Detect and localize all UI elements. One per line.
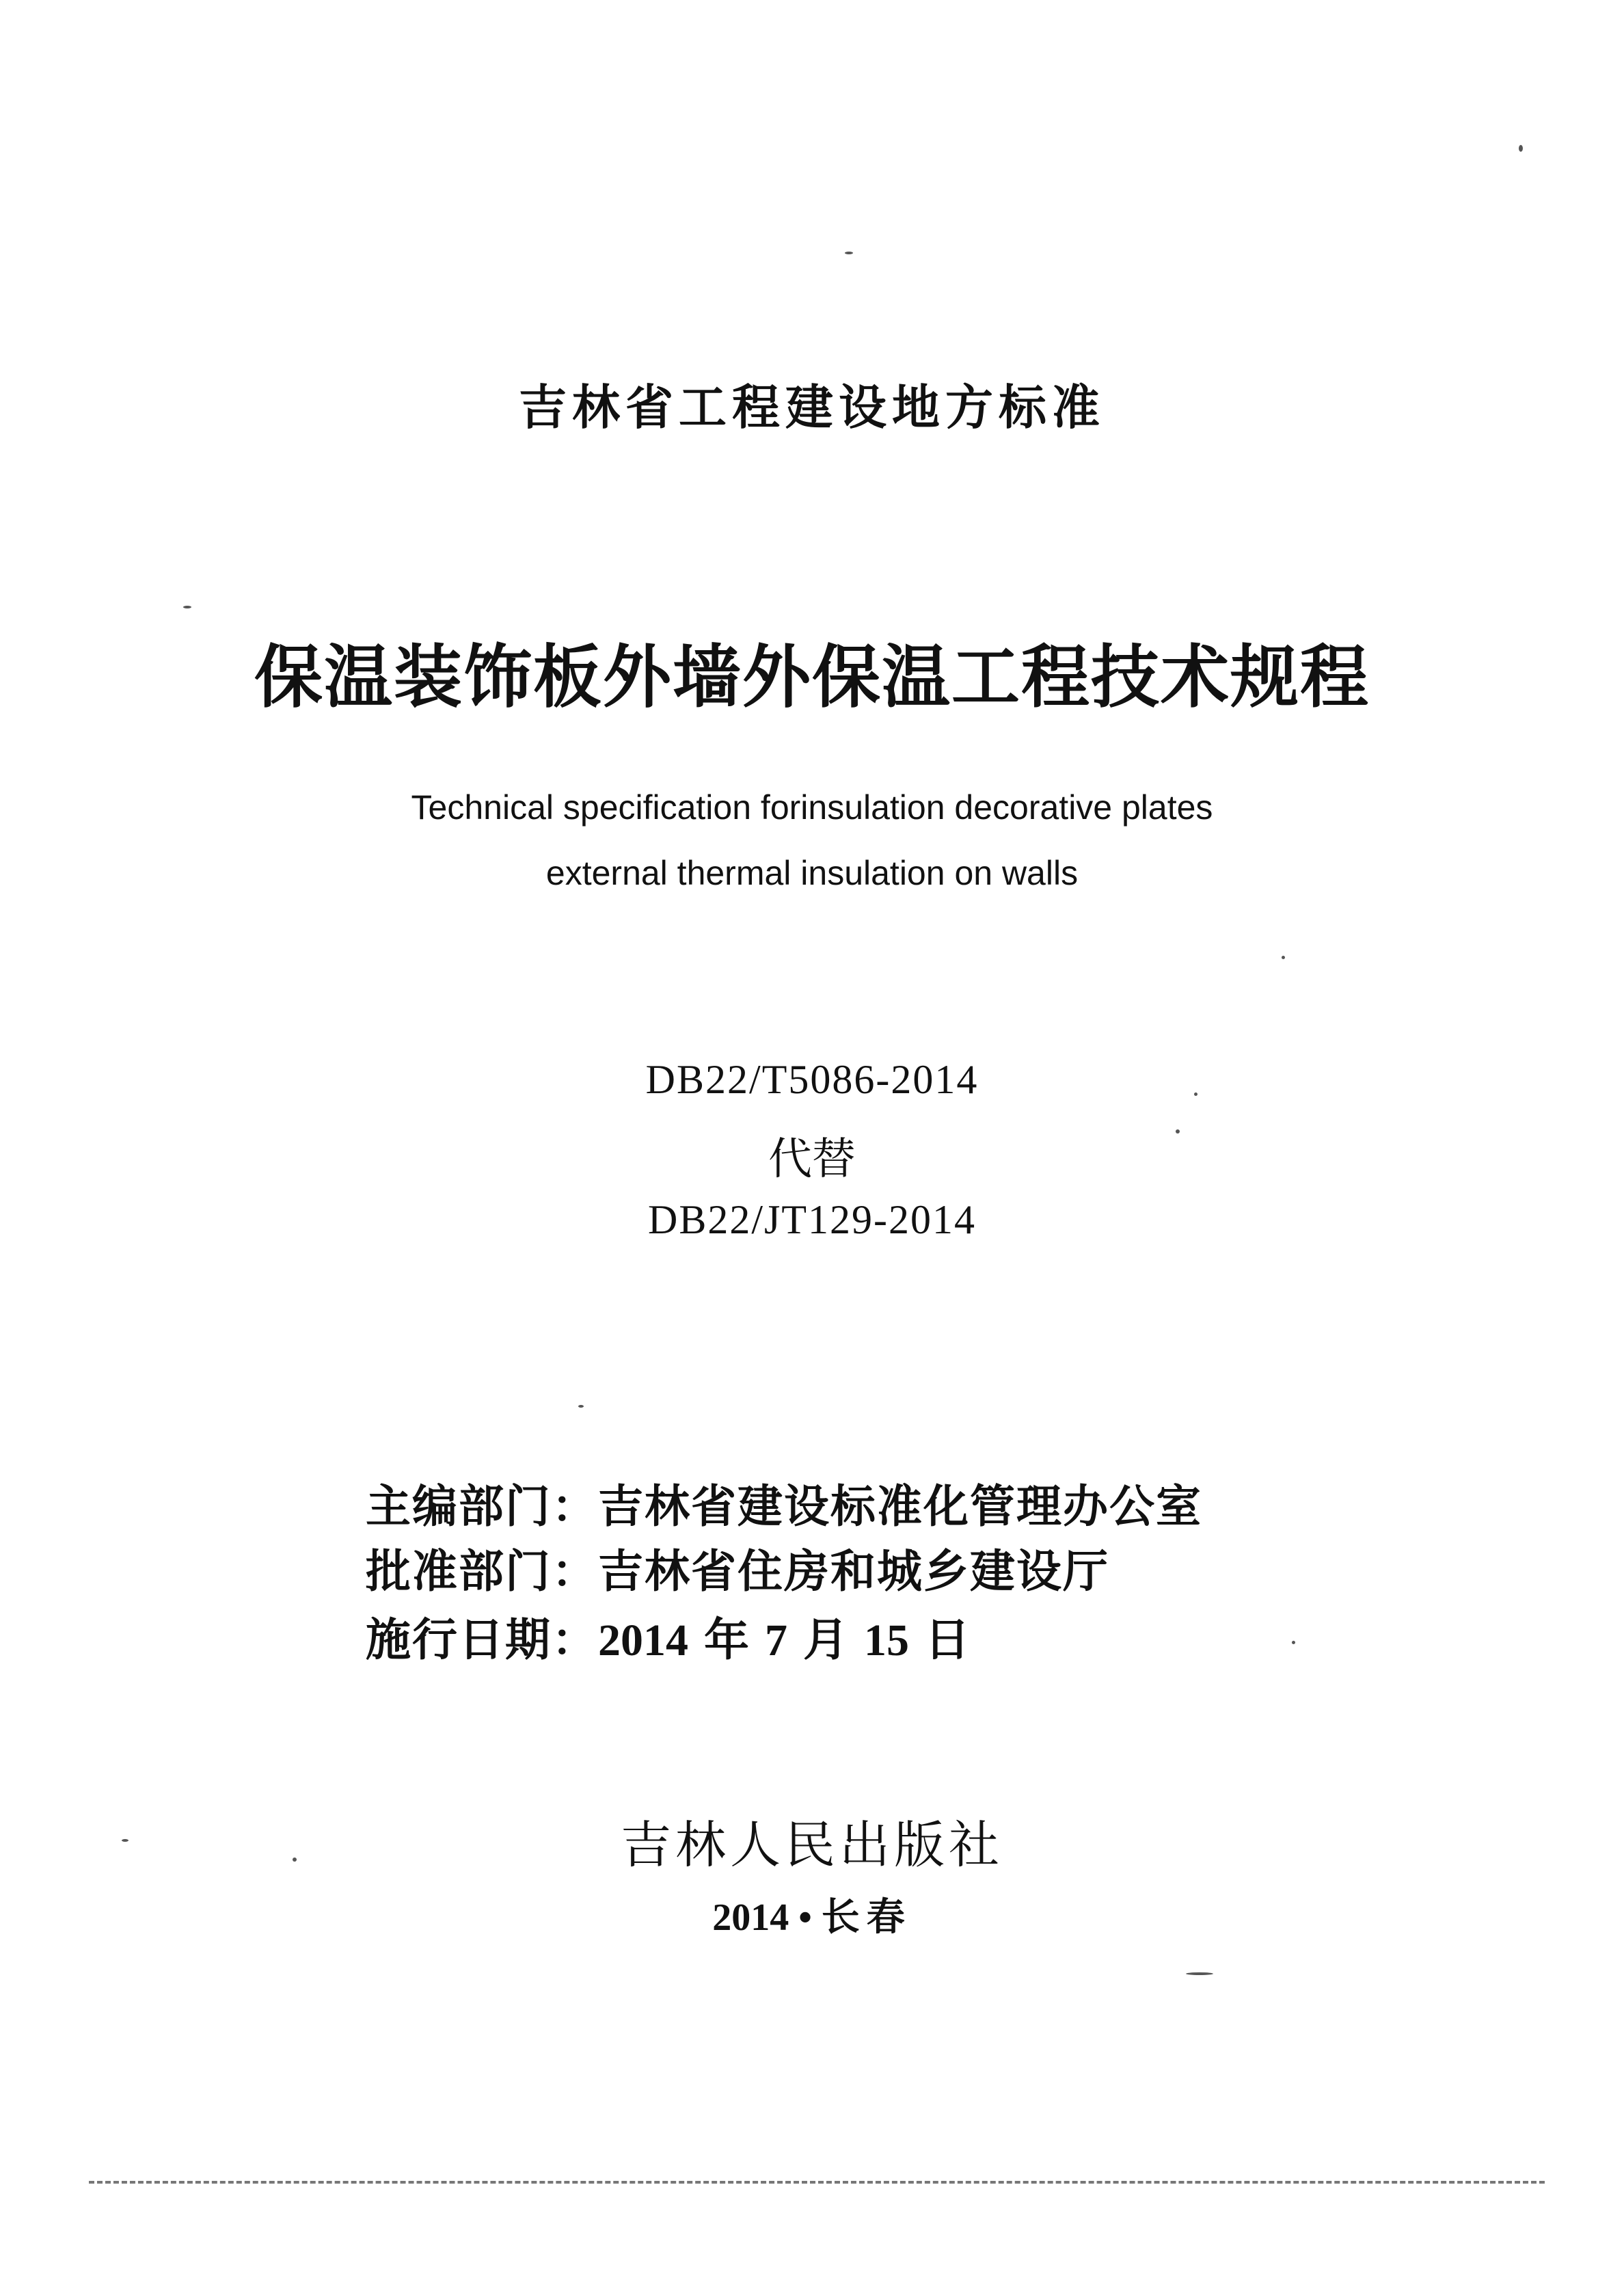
approver-row xyxy=(366,1535,1109,1600)
series-title: 吉林省工程建设地方标准 xyxy=(519,379,1105,435)
chief-editor-row xyxy=(366,1470,1202,1535)
scan-speck xyxy=(183,606,191,608)
scan-speck xyxy=(1186,1972,1213,1975)
publication-year-place xyxy=(0,1887,1624,1942)
effective-date-month-unit: 月 xyxy=(802,1613,848,1666)
effective-date-year-unit: 年 xyxy=(703,1613,749,1666)
replace-label: 代替 xyxy=(768,1134,856,1185)
publisher-name: 吉林人民出版社 xyxy=(621,1816,1003,1875)
scan-speck xyxy=(293,1858,297,1862)
approver-value: 吉林省住房和城乡建设厅 xyxy=(598,1545,1109,1598)
bottom-dashed-rule xyxy=(89,2181,1545,2184)
effective-date-row xyxy=(366,1603,970,1668)
effective-date-day-unit: 日 xyxy=(924,1613,970,1666)
scan-speck xyxy=(1292,1641,1295,1644)
scan-speck xyxy=(578,1405,584,1408)
scan-speck xyxy=(1519,145,1523,152)
scan-speck xyxy=(1194,1092,1197,1096)
publication-separator: • xyxy=(798,1896,812,1939)
english-title-line-1: Technical specification forinsulation decorative plates xyxy=(411,788,1213,827)
effective-date-month: 7 xyxy=(764,1615,787,1665)
english-title-line-2: external thermal insulation on walls xyxy=(545,854,1079,892)
effective-date-label: 施行日期： xyxy=(366,1613,598,1666)
scan-speck xyxy=(845,252,853,254)
chief-editor-value: 吉林省建设标准化管理办公室 xyxy=(598,1480,1202,1533)
scan-speck xyxy=(1282,956,1285,959)
publication-city: 长春 xyxy=(821,1895,912,1940)
effective-date-year: 2014 xyxy=(598,1615,688,1665)
main-title: 保温装饰板外墙外保温工程技术规程 xyxy=(254,637,1370,717)
effective-date-day: 15 xyxy=(863,1615,909,1665)
replaced-standard-number: DB22/JT129-2014 xyxy=(648,1197,976,1242)
approver-label: 批准部门： xyxy=(366,1545,598,1598)
scan-speck xyxy=(1176,1129,1180,1134)
standard-number: DB22/T5086-2014 xyxy=(645,1057,979,1102)
scan-speck xyxy=(122,1839,128,1842)
publication-year: 2014 xyxy=(712,1896,789,1939)
chief-editor-label: 主编部门： xyxy=(366,1480,598,1533)
